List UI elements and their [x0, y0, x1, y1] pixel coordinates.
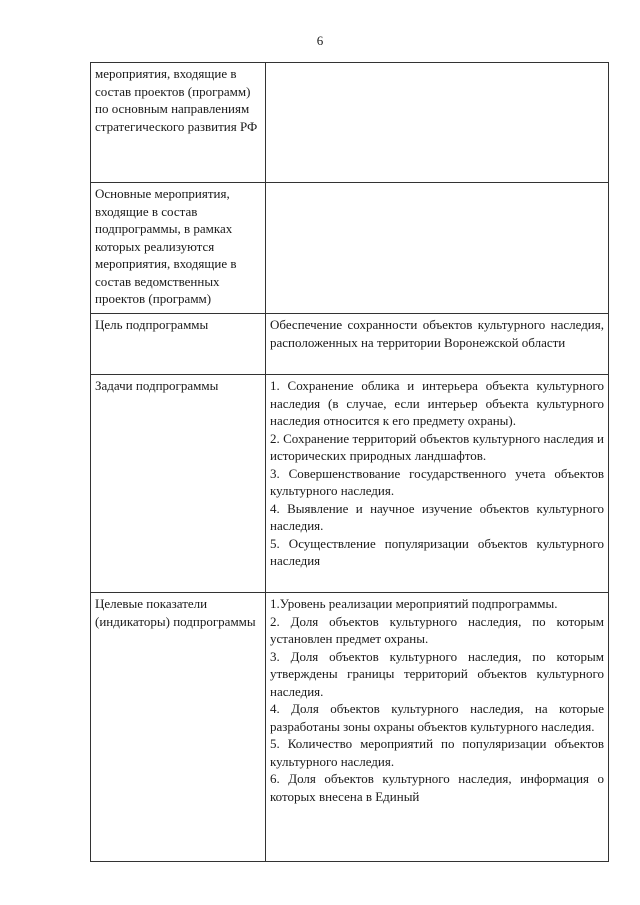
- list-item: 3. Совершенствование государственного учета объектов культурного наследия.: [270, 465, 604, 498]
- row-value: Обеспечение сохранности объектов культурного наследия, расположенных на территории Воронежской области: [266, 314, 609, 375]
- list-item: 2. Сохранение территорий объектов культурного наследия и исторических природных ландшафтов.: [270, 430, 604, 463]
- row-label: мероприятия, входящие в состав проектов (программ) по основным направлениям стратегического развития РФ: [91, 63, 266, 183]
- table-row: [91, 63, 609, 183]
- list-item: 6. Доля объектов культурного наследия, информация о которых внесена в Единый: [270, 771, 604, 804]
- list-item: 3. Доля объектов культурного наследия, по которым утверждены границы территорий объектов культурного наследия.: [270, 648, 604, 699]
- passport-table: [90, 62, 609, 862]
- row-label: Цель подпрограммы: [91, 314, 266, 375]
- row-label: Целевые показатели (индикаторы) подпрограммы: [91, 593, 266, 862]
- row-value: [266, 183, 609, 314]
- page-number: 6: [316, 33, 324, 48]
- list-item: 1.Уровень реализации мероприятий подпрограммы.: [270, 596, 558, 611]
- list-item: 5. Осуществление популяризации объектов культурного наследия: [270, 535, 604, 568]
- list-item: 2. Доля объектов культурного наследия, по которым установлен предмет охраны.: [270, 613, 604, 646]
- table-row: [91, 593, 609, 862]
- row-label: Задачи подпрограммы: [91, 375, 266, 593]
- list-item: 4. Выявление и научное изучение объектов культурного наследия.: [270, 500, 604, 533]
- list-item: 5. Количество мероприятий по популяризации объектов культурного наследия.: [270, 736, 604, 769]
- table-row: [91, 314, 609, 375]
- row-label: Основные мероприятия, входящие в состав подпрограммы, в рамках которых реализуются мероприятия, входящие в состав ведомственных проектов (программ): [91, 183, 266, 314]
- row-value-list: [266, 593, 609, 862]
- table-row: [91, 375, 609, 593]
- list-item: 1. Сохранение облика и интерьера объекта культурного наследия (в случае, если интерьер объекта культурного наследия относится к его предмету охраны).: [270, 378, 604, 428]
- row-value-list: [266, 375, 609, 593]
- list-item: 4. Доля объектов культурного наследия, на которые разработаны зоны охраны объектов культурного наследия.: [270, 701, 604, 734]
- row-value: [266, 63, 609, 183]
- table-row: [91, 183, 609, 314]
